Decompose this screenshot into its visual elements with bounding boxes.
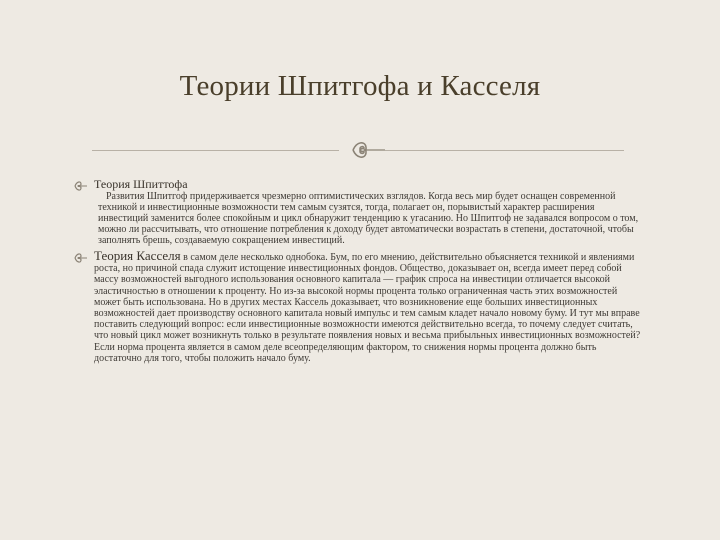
slide-title: Теории Шпитгофа и Касселя — [179, 70, 541, 102]
slide-content — [74, 178, 646, 364]
ornate-bullet-icon — [74, 180, 88, 192]
item-text: Развития Шпитгоф придерживается чрезмерно оптимистических взглядов. Когда весь мир будет оснащен современной техникой и инвестиционные возможности тем самым сузятся, тогда, полагает он, порывистый характер расширения инвестиций заменится более спокойным и цикл обнаружит тенденцию к угасанию. Но Шпитгоф не задавался вопросом о том, можно ли рассчитывать, что отношение потребления к доходу будет автоматически возрастать в степени, достаточной, чтобы заполнять брешь, создаваемую сокращением инвестиций. — [98, 191, 639, 246]
ornament-swirl-icon — [339, 138, 385, 162]
item-heading: Теория Касселя — [94, 248, 181, 263]
ornate-bullet-icon — [74, 252, 88, 264]
item-paragraph — [94, 250, 646, 364]
list-item — [74, 250, 646, 364]
item-text: в самом деле несколько однобока. Бум, по его мнению, действительно объясняется техникой и явлениями роста, но причиной спада служит истощение инвестиционных фондов. Общество, доказывает он, всегда имеет перед собой массу возможностей выгодного использования основного капитала — график спроса на инвестиции отличается высокой эластичностью в отношении к проценту. Но из-за высокой нормы процента только ограниченная часть этих возможностей может быть использована. Но в других местах Кассель доказывает, что возникновение еще больших инвестиционных возможностей дает производству основного капитала новый импульс и тем самым кладет начало новому буму. И тут мы вправе поставить следующий вопрос: если инвестиционные возможности имеются действительно всегда, то почему следует считать, что новый цикл может возникнуть только в результате появления новых и весьма прибыльных инвестиционных возможностей? Если норма процента является в самом деле всеопределяющим фактором, то снижения нормы процента должно быть достаточно для того, чтобы положить начало буму. — [94, 252, 641, 364]
item-heading: Теория Шпиттофа — [94, 177, 188, 191]
list-item — [74, 178, 646, 246]
